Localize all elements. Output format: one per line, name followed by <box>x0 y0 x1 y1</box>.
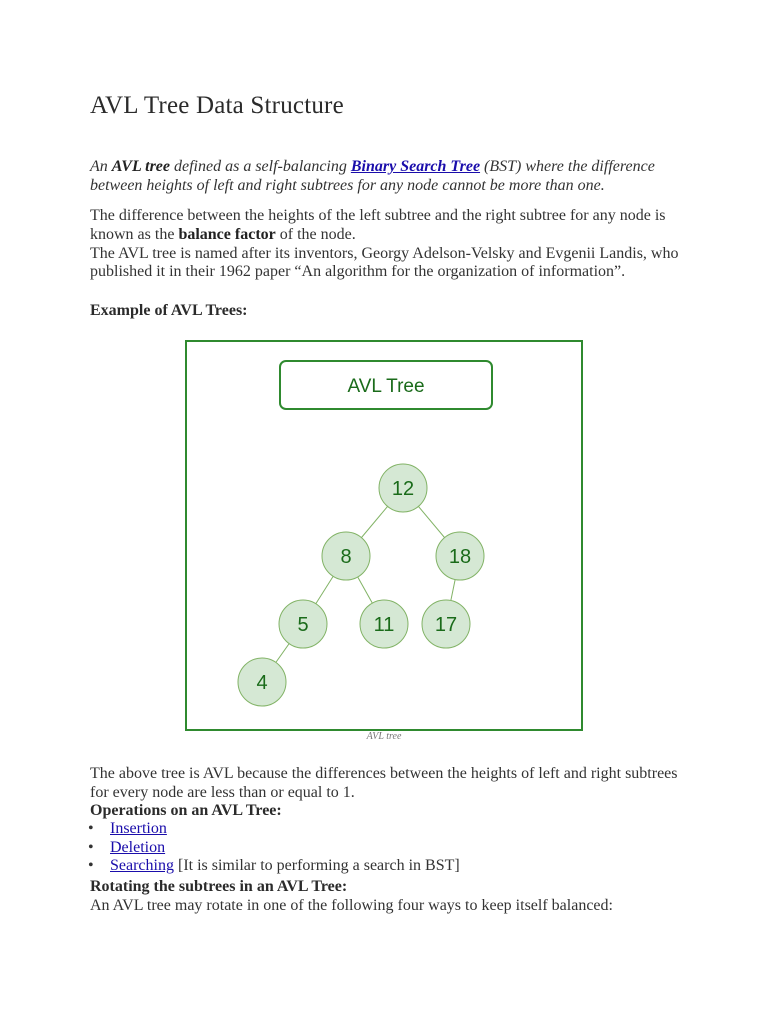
bullet: • <box>88 857 94 875</box>
list-item <box>90 839 460 858</box>
avl-tree-figure <box>185 340 583 732</box>
insertion-link[interactable] <box>94 820 167 837</box>
operations-list <box>90 820 460 876</box>
node-label: 11 <box>373 614 395 636</box>
node-label: 8 <box>340 546 352 568</box>
para-history-text: The AVL tree is named after its inventors, Georgy Adelson-Velsky and Evgenii Landis, who published it in their 1962 paper “An algorithm for the organization of information”. <box>90 244 679 281</box>
node-label: 18 <box>448 546 472 568</box>
tree-node <box>238 658 286 706</box>
tree-node <box>322 532 370 580</box>
explanation-paragraph: The above tree is AVL because the differences between the heights of left and right subtrees for every node are less than or equal to 1. <box>90 765 678 801</box>
node-label: 5 <box>297 614 309 636</box>
link-label: Insertion <box>110 820 167 837</box>
tree-node <box>422 600 470 648</box>
intro-paragraph <box>90 158 680 195</box>
balance-factor-term: balance factor <box>178 225 276 243</box>
node-label: 17 <box>434 614 458 636</box>
rotating-heading: Rotating the subtrees in an AVL Tree: <box>90 878 348 895</box>
example-heading: Example of AVL Trees: <box>90 302 248 319</box>
intro-bold-term: AVL tree <box>111 158 170 175</box>
bullet: • <box>88 838 94 856</box>
link-label: Deletion <box>110 838 166 856</box>
rotating-paragraph: An AVL tree may rotate in one of the following four ways to keep itself balanced: <box>90 897 613 914</box>
tree-node <box>360 600 408 648</box>
operations-heading: Operations on an AVL Tree: <box>90 802 282 819</box>
searching-link[interactable] <box>94 857 174 874</box>
intro-text-1: An <box>90 158 112 175</box>
list-item <box>90 820 460 839</box>
list-item <box>90 857 460 876</box>
node-label: 4 <box>256 672 268 694</box>
para-text-2: of the node. <box>275 225 356 243</box>
figure-caption: AVL tree <box>366 731 402 742</box>
tree-node <box>279 600 327 648</box>
intro-text-3: (BST) where the difference between heights of left and right subtrees for any node cannot be more than one. <box>90 158 655 194</box>
tree-node <box>436 532 484 580</box>
intro-text-2: defined as a self-balancing <box>170 158 351 175</box>
node-label: 12 <box>391 478 415 500</box>
bullet: • <box>88 820 94 837</box>
figure-title: AVL Tree <box>347 376 425 397</box>
searching-note: [It is similar to performing a search in BST] <box>173 857 460 875</box>
balance-factor-paragraph <box>90 207 680 282</box>
link-label: Searching <box>110 857 174 875</box>
para-text-1: The difference between the heights of the left subtree and the right subtree for any node is known as the <box>90 207 666 243</box>
tree-node <box>379 464 427 512</box>
page-title: AVL Tree Data Structure <box>90 92 344 119</box>
bst-link[interactable]: Binary Search Tree <box>350 158 481 175</box>
deletion-link[interactable] <box>94 839 165 856</box>
